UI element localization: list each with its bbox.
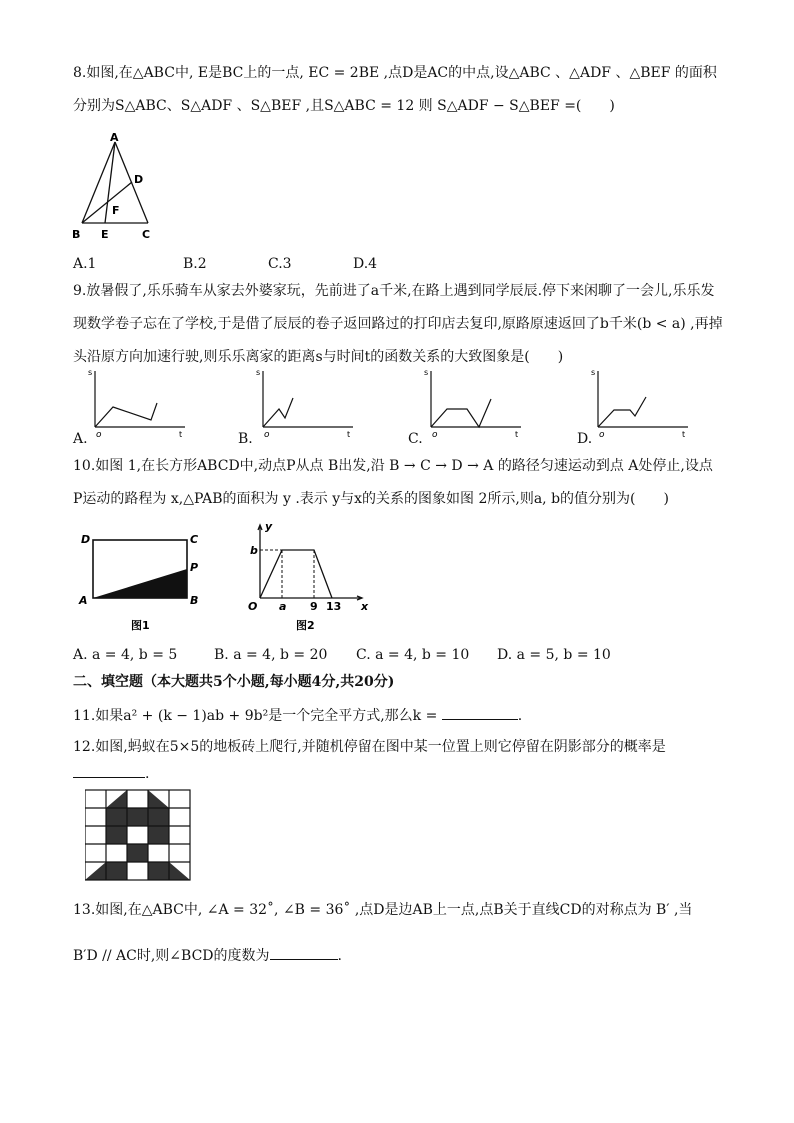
fig1-label-b: B — [190, 594, 199, 607]
svg-text:s: s — [256, 368, 261, 377]
fig1-label-p: P — [190, 561, 199, 574]
q12-answer-blank[interactable] — [73, 762, 145, 778]
q8-option-c: C.3 — [268, 256, 292, 272]
svg-text:O: O — [248, 600, 258, 613]
fig1-label-c: C — [190, 533, 199, 546]
svg-text:x: x — [361, 600, 369, 613]
q8-line2: 分别为S△ABC、S△ADF 、S△BEF ,且S△ABC = 12 则 S△ADF − S△BEF =( ) — [73, 98, 615, 114]
q9-graph-b — [253, 365, 363, 440]
q13-answer-blank[interactable] — [270, 944, 338, 960]
fig1-label-d: D — [81, 533, 91, 546]
q10-option-a: A. a = 4, b = 5 — [73, 647, 178, 663]
q8-option-a: A.1 — [73, 256, 97, 272]
svg-text:o: o — [96, 430, 102, 440]
svg-text:o: o — [264, 430, 270, 440]
q8-label-f: F — [112, 204, 120, 217]
svg-text:s: s — [591, 368, 596, 377]
q9-graph-c — [421, 365, 531, 440]
q12-line2: . — [73, 762, 734, 784]
q10-line2: P运动的路程为 x,△PAB的面积为 y .表示 y与x的关系的图象如图 2所示,则a, b的值分别为( ) — [73, 491, 669, 507]
q8-label-b: B — [72, 228, 81, 241]
q8-line1: 8.如图,在△ABC中, E是BC上的一点, EC = 2BE ,点D是AC的中点,设△ABC 、△ADF 、△BEF 的面积 — [73, 65, 717, 81]
svg-text:b: b — [250, 544, 258, 557]
q9-option-d: D. — [577, 431, 593, 447]
section-title-fill-in: 二、填空题（本大题共5个小题,每小题4分,共20分) — [73, 674, 395, 690]
q8-label-a: A — [110, 131, 119, 144]
q9-graph-d — [588, 365, 698, 440]
q9-option-a: A. — [73, 431, 88, 447]
q10-figure1-rectangle — [75, 525, 210, 635]
q13-line2: B′D // AC时,则∠BCD的度数为 . — [73, 944, 734, 966]
q8-label-c: C — [142, 228, 151, 241]
q11-line: 11.如果a² + (k − 1)ab + 9b²是一个完全平方式,那么k = . — [73, 704, 734, 726]
q9-option-b: B. — [238, 431, 253, 447]
fig2-caption: 图2 — [296, 619, 315, 632]
q12-line1: 12.如图,蚂蚁在5×5的地板砖上爬行,并随机停留在图中某一位置上则它停留在阴影部分的概率是 — [73, 739, 666, 755]
svg-text:t: t — [515, 430, 519, 439]
q8-label-e: E — [101, 228, 109, 241]
svg-text:t: t — [682, 430, 686, 439]
svg-text:9: 9 — [310, 600, 318, 613]
fig1-caption: 图1 — [131, 619, 150, 632]
svg-text:t: t — [347, 430, 351, 439]
q10-option-b: B. a = 4, b = 20 — [214, 647, 328, 663]
svg-text:s: s — [88, 368, 93, 377]
q10-line1: 10.如图 1,在长方形ABCD中,动点P从点 B出发,沿 B → C → D → A 的路径匀速运动到点 A处停止,设点 — [73, 458, 713, 474]
svg-text:o: o — [599, 430, 605, 440]
svg-text:s: s — [424, 368, 429, 377]
q9-line3: 头沿原方向加速行驶,则乐乐离家的距离s与时间t的函数关系的大致图象是( ) — [73, 349, 564, 365]
svg-text:13: 13 — [326, 600, 342, 613]
q9-line1: 9.放暑假了,乐乐骑车从家去外婆家玩，先前进了a千米,在路上遇到同学辰辰.停下来闲聊了一会儿,乐乐发 — [73, 283, 715, 299]
q9-line2: 现数学卷子忘在了学校,于是借了辰辰的卷子返回路过的打印店去复印,原路原速返回了b千米(b < a) ,再掉 — [73, 316, 723, 332]
q8-option-d: D.4 — [353, 256, 378, 272]
q10-option-d: D. a = 5, b = 10 — [497, 647, 611, 663]
q9-option-c: C. — [408, 431, 423, 447]
fig1-label-a: A — [79, 594, 88, 607]
q10-option-c: C. a = 4, b = 10 — [356, 647, 470, 663]
svg-text:a: a — [279, 600, 287, 613]
q8-triangle-figure — [70, 130, 160, 242]
q8-label-d: D — [134, 173, 144, 186]
q10-figure2-graph — [240, 518, 375, 636]
svg-text:o: o — [432, 430, 438, 440]
q11-answer-blank[interactable] — [442, 704, 518, 720]
q9-graph-a — [85, 365, 195, 440]
q13-line1: 13.如图,在△ABC中, ∠A = 32˚, ∠B = 36˚ ,点D是边AB上一点,点B关于直线CD的对称点为 B′ ,当 — [73, 902, 693, 918]
svg-text:y: y — [265, 520, 273, 533]
svg-text:t: t — [179, 430, 183, 439]
q12-tile-grid-figure — [85, 788, 193, 882]
q8-option-b: B.2 — [183, 256, 207, 272]
